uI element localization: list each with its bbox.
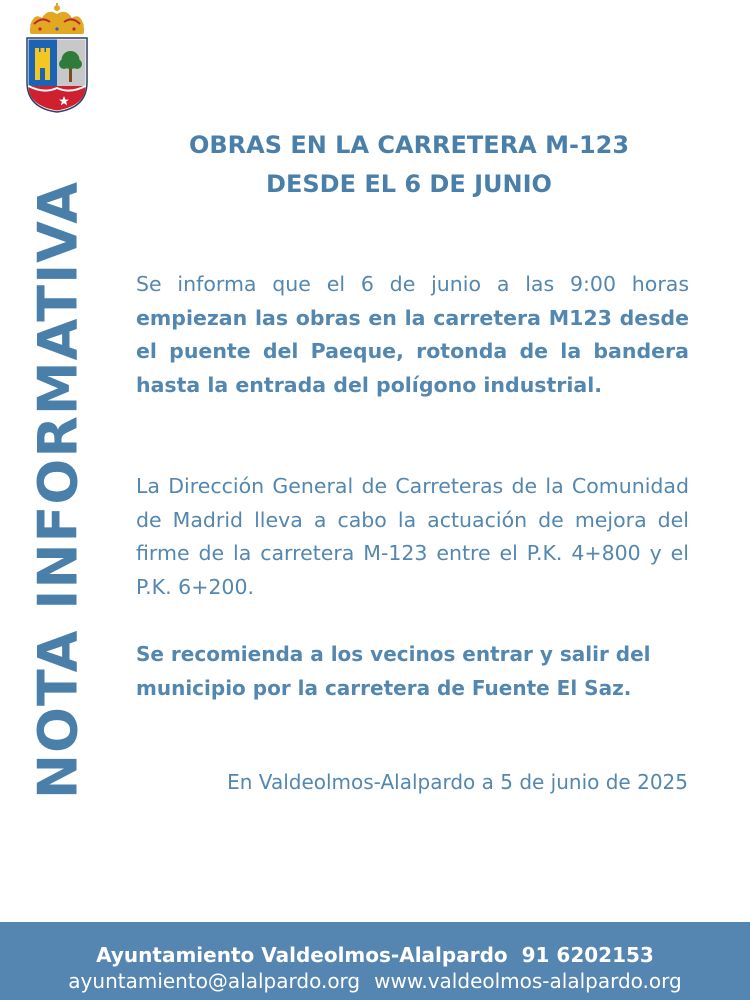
paragraph-intro: Se informa que el 6 de junio a las 9:00 horas [136,272,689,296]
place-and-date: En Valdeolmos-Alalpardo a 5 de junio de 2025 [227,770,688,794]
contact-footer [0,922,750,1000]
footer-contact-row [0,968,750,994]
paragraph-emphasis: empiezan las obras en la carretera M123 desde el puente del Paeque, rotonda de la bandera hasta la entrada del polígono industrial. [136,305,689,397]
notice-paragraph-details: La Dirección General de Carreteras de la Comunidad de Madrid lleva a cabo la actuación de mejora del firme de la carretera M-123 entre el P.K. 4+800 y el P.K. 6+200. [136,474,689,599]
email-link[interactable]: ayuntamiento@alalpardo.org [68,969,361,993]
phone-number: 91 6202153 [521,943,654,967]
municipal-coat-of-arms-icon [24,2,90,114]
notice-headline [130,126,688,204]
crown-icon [30,3,84,34]
headline-line-2: DESDE EL 6 DE JUNIO [266,170,552,198]
shield-icon [27,38,87,112]
notice-paragraph-start-of-works [136,268,689,402]
nota-informativa-title: NOTA INFORMATIVA [26,180,90,800]
website-link[interactable]: www.valdeolmos-alalpardo.org [374,969,682,993]
organization-name: Ayuntamiento Valdeolmos-Alalpardo [96,943,508,967]
footer-organization-row [0,942,750,968]
headline-line-1: OBRAS EN LA CARRETERA M-123 [188,131,630,159]
notice-paragraph-recommendation: Se recomienda a los vecinos entrar y salir del municipio por la carretera de Fuente El Saz. [136,642,651,700]
